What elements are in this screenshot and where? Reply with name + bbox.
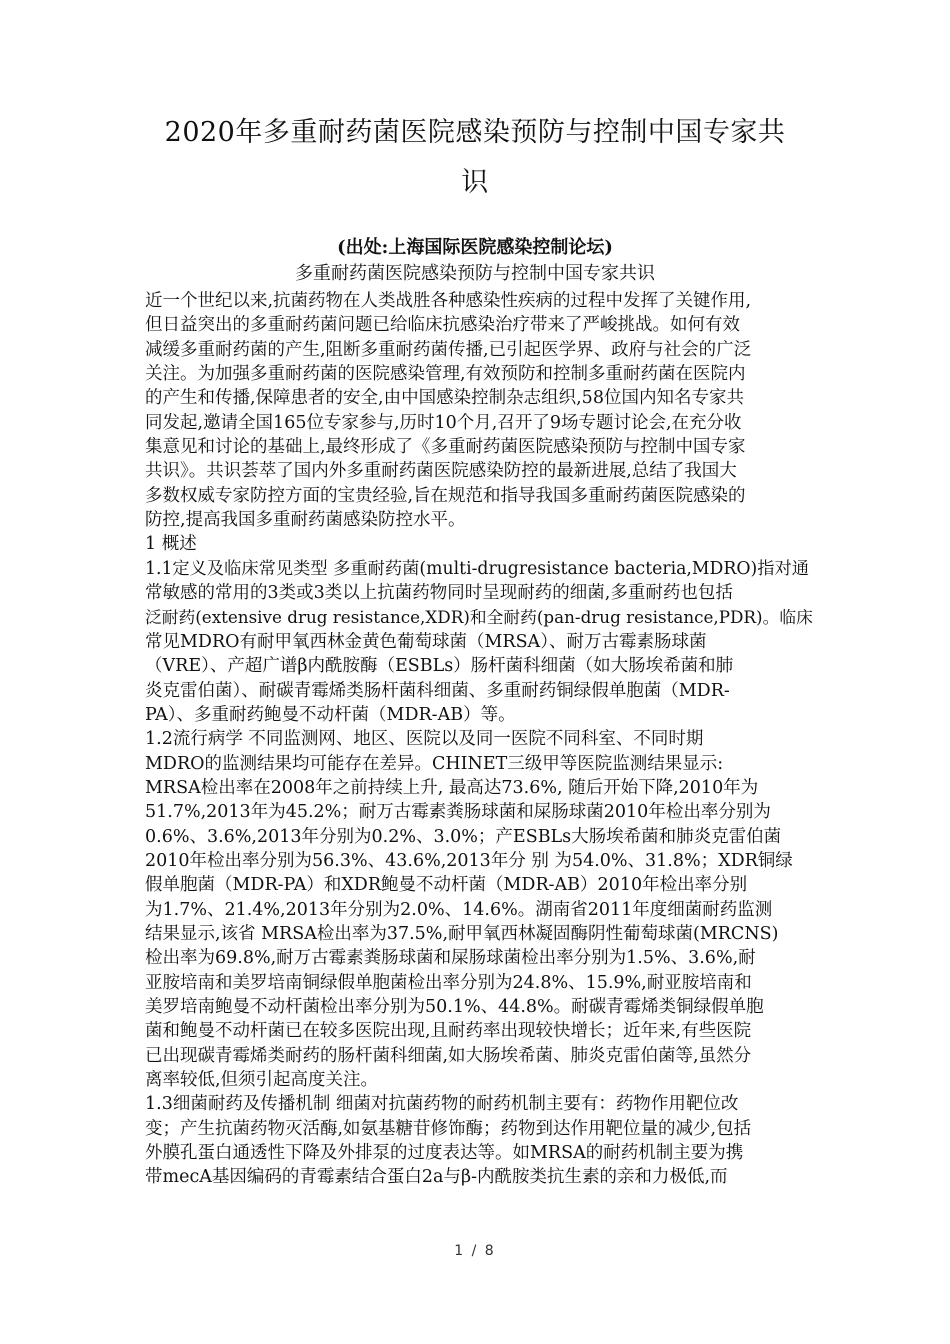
text-line: 外膜孔蛋白通透性下降及外排泵的过度表达等。如MRSA的耐药机制主要为携	[145, 1143, 744, 1164]
text-line: 1.2流行病学 不同监测网、地区、医院以及同一医院不同科室、不同时期	[145, 729, 704, 750]
page-number: 1 / 8	[454, 1243, 496, 1259]
text-line: 集意见和讨论的基础上,最终形成了《多重耐药菌医院感染预防与控制中国专家	[145, 437, 746, 458]
text-line: PA）、多重耐药鲍曼不动杆菌（MDR-AB）等。	[145, 704, 516, 725]
document-title	[110, 108, 840, 208]
text-line: 结果显示,该省 MRSA检出率为37.5%,耐甲氧西林凝固酶阴性葡萄球菌(MRCNS)	[145, 923, 779, 944]
title-line-2: 识	[461, 167, 489, 198]
text-line: 泛耐药(extensive drug resistance,XDR)和全耐药(pan-drug resistance,PDR)。临床	[145, 607, 813, 628]
text-line: 2010年检出率分别为56.3%、43.6%,2013年分 别 为54.0%、31.8%；XDR铜绿	[145, 850, 793, 871]
source-note: (出处:上海国际医院感染控制论坛)	[337, 237, 613, 258]
text-line: 菌和鲍曼不动杆菌已在较多医院出现,且耐药率出现较快增长；近年来,有些医院	[145, 1021, 752, 1042]
text-line: MDRO的监测结果均可能存在差异。CHINET三级甲等医院监测结果显示:	[145, 753, 724, 774]
text-line: 假单胞菌（MDR-PA）和XDR鲍曼不动杆菌（MDR-AB）2010年检出率分别	[145, 875, 748, 896]
text-line: 共识》。共识荟萃了国内外多重耐药菌医院感染防控的最新进展,总结了我国大	[145, 461, 737, 482]
text-line: 带mecA基因编码的青霉素结合蛋白2a与β-内酰胺类抗生素的亲和力极低,而	[145, 1167, 728, 1188]
text-line: 减缓多重耐药菌的产生,阻断多重耐药菌传播,已引起医学界、政府与社会的广泛	[145, 339, 752, 360]
text-line: （VRE）、产超广谱β内酰胺酶（ESBLs）肠杆菌科细菌（如大肠埃希菌和肺	[145, 656, 734, 677]
text-line: 51.7%,2013年为45.2%；耐万古霉素粪肠球菌和屎肠球菌2010年检出率分别为	[145, 802, 771, 823]
text-line: 防控,提高我国多重耐药菌感染防控水平。	[145, 510, 466, 531]
text-line: 关注。为加强多重耐药菌的医院感染管理,有效预防和控制多重耐药菌在医院内	[145, 364, 746, 385]
text-line: 1.1定义及临床常见类型 多重耐药菌(multi-drugresistance bacteria,MDRO)指对通	[145, 558, 809, 579]
text-line: 同发起,邀请全国165位专家参与,历时10个月,召开了9场专题讨论会,在充分收	[145, 412, 742, 433]
text-line: 近一个世纪以来,抗菌药物在人类战胜各种感染性疾病的过程中发挥了关键作用,	[145, 291, 752, 311]
text-line: 美罗培南鲍曼不动杆菌检出率分别为50.1%、44.8%。耐碳青霉烯类铜绿假单胞	[145, 996, 764, 1017]
text-line: 1.3细菌耐药及传播机制 细菌对抗菌药物的耐药机制主要有：药物作用靶位改	[145, 1094, 739, 1115]
text-line: 为1.7%、21.4%,2013年分别为2.0%、14.6%。湖南省2011年度细菌耐药监测	[145, 899, 773, 920]
text-line: 已出现碳青霉烯类耐药的肠杆菌科细菌,如大肠埃希菌、肺炎克雷伯菌等,虽然分	[145, 1045, 752, 1066]
body-text	[145, 289, 813, 1190]
text-line: 多数权威专家防控方面的宝贵经验,旨在规范和指导我国多重耐药菌医院感染的	[145, 485, 746, 506]
text-line: 常敏感的常用的3类或3类以上抗菌药物同时呈现耐药的细菌,多重耐药也包括	[145, 583, 733, 604]
text-line: 亚胺培南和美罗培南铜绿假单胞菌检出率分别为24.8%、15.9%,耐亚胺培南和	[145, 972, 752, 993]
text-line: 检出率为69.8%,耐万古霉素粪肠球菌和屎肠球菌检出率分别为1.5%、3.6%,耐	[145, 948, 756, 969]
text-line: 但日益突出的多重耐药菌问题已给临床抗感染治疗带来了严峻挑战。如何有效	[145, 315, 740, 336]
text-line: 0.6%、3.6%,2013年分别为0.2%、3.0%；产ESBLs大肠埃希菌和肺炎克雷伯菌	[145, 826, 782, 847]
title-line-1: 2020年多重耐药菌医院感染预防与控制中国专家共	[164, 117, 786, 148]
text-line: 1 概述	[145, 534, 197, 555]
text-line: 常见MDRO有耐甲氧西林金黄色葡萄球菌（MRSA）、耐万古霉素肠球菌	[145, 631, 707, 652]
text-line: 的产生和传播,保障患者的安全,由中国感染控制杂志组织,58位国内知名专家共	[145, 388, 744, 409]
text-line: 离率较低,但须引起高度关注。	[145, 1070, 379, 1090]
text-line: MRSA检出率在2008年之前持续上升, 最高达73.6%, 随后开始下降,2010年为	[145, 777, 759, 798]
text-line: 炎克雷伯菌）、耐碳青霉烯类肠杆菌科细菌、多重耐药铜绿假单胞菌（MDR-	[145, 680, 730, 701]
document-subtitle: 多重耐药菌医院感染预防与控制中国专家共识	[295, 263, 655, 284]
text-line: 变；产生抗菌药物灭活酶,如氨基糖苷修饰酶；药物到达作用靶位量的减少,包括	[145, 1118, 752, 1139]
